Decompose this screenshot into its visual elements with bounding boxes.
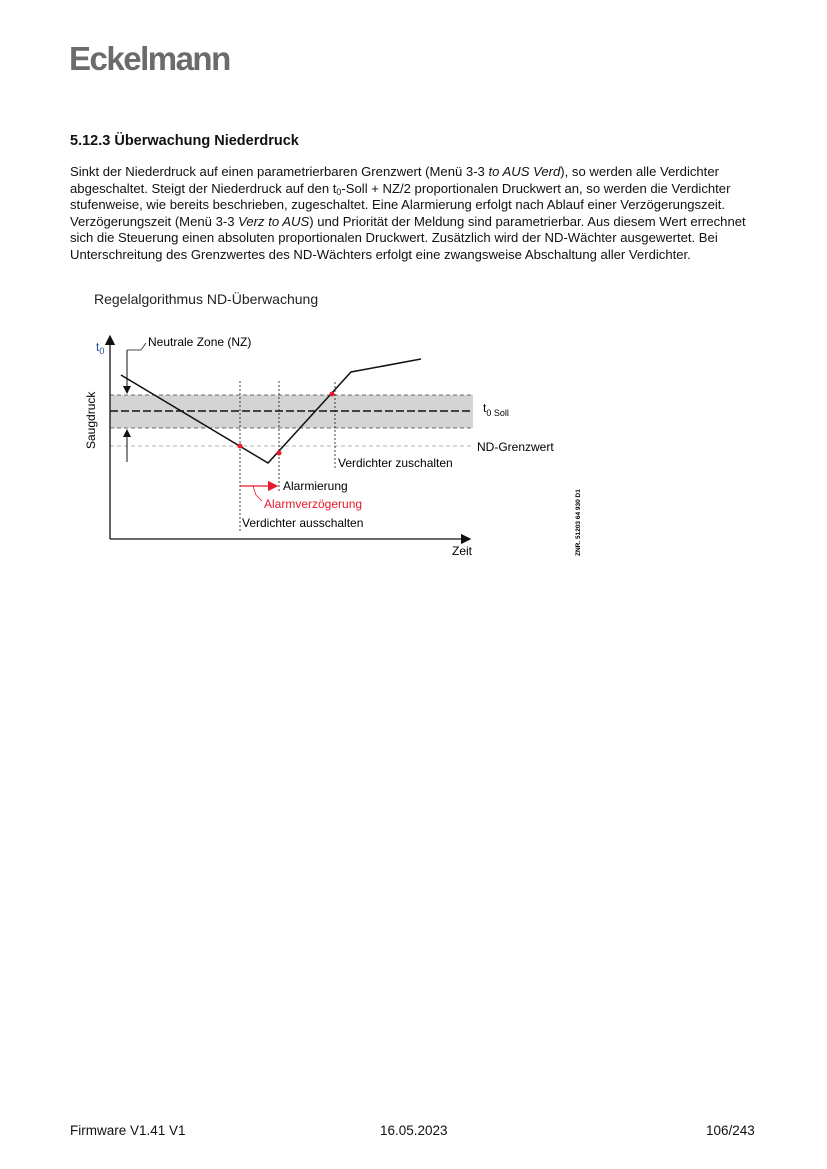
section-heading: 5.12.3 Überwachung Niederdruck bbox=[70, 133, 299, 149]
alarm-delay-label: Alarmverzögerung bbox=[264, 497, 363, 511]
compressors-on-label: Verdichter zuschalten bbox=[338, 456, 453, 470]
off-point bbox=[238, 444, 243, 449]
figure-caption: Regelalgorithmus ND-Überwachung bbox=[94, 291, 319, 307]
text: ), so werden alle Verdichter abgeschaltet. Steigt der Niederdruck auf den t bbox=[70, 164, 719, 196]
x-axis-label: Zeit bbox=[452, 544, 473, 558]
alarm-label: Alarmierung bbox=[283, 479, 348, 493]
footer-page-number: 106/243 bbox=[706, 1123, 755, 1138]
text: -Soll + NZ/2 proportionalen Druckwert an, so werden die Verdichter stufenweise, wie bereits beschrieben, zugeschaltet. Eine Alarmierung erfolgt nach Ablauf einer Verzögerungszeit. Verzögerungszeit (Menü 3-3 bbox=[70, 180, 731, 229]
footer-firmware: Firmware V1.41 V1 bbox=[70, 1123, 186, 1138]
footer-date: 16.05.2023 bbox=[380, 1123, 448, 1138]
on-point bbox=[330, 392, 335, 397]
eckelmann-logo: Eckelmann bbox=[69, 40, 230, 77]
text: Sinkt der Niederdruck auf einen parametrierbaren Grenzwert (Menü 3-3 bbox=[70, 164, 489, 179]
alarm-delay-leader bbox=[253, 486, 262, 501]
subscript: 0 bbox=[336, 186, 342, 197]
menu-reference: Verz to AUS bbox=[238, 213, 310, 229]
figure-id: ZNR. 51203 64 930 D1 bbox=[575, 489, 582, 556]
text: ) und Priorität der Meldung sind parametrierbar. Aus diesem Wert errechnet sich die Steuerung einen absoluten proportionalen Druckwert. Zusätzlich wird der ND-Wächter ausgewertet. Bei Unterschreitung des Grenzwertes des ND-Wächters erfolgt eine zwangsweise Abschaltung aller Verdichter. bbox=[70, 213, 746, 262]
limit-label: ND-Grenzwert bbox=[477, 440, 554, 454]
alarm-point bbox=[277, 451, 282, 456]
y-axis-label: Saugdruck bbox=[84, 391, 98, 449]
neutral-zone-label: Neutrale Zone (NZ) bbox=[148, 335, 252, 349]
setpoint-label: $t_{0 Soll}$ bbox=[483, 401, 509, 418]
menu-reference: to AUS Verd bbox=[488, 164, 561, 179]
compressors-off-label: Verdichter ausschalten bbox=[242, 516, 364, 530]
nz-leader bbox=[127, 343, 146, 350]
y-axis-symbol: $t_0$ bbox=[96, 340, 105, 356]
